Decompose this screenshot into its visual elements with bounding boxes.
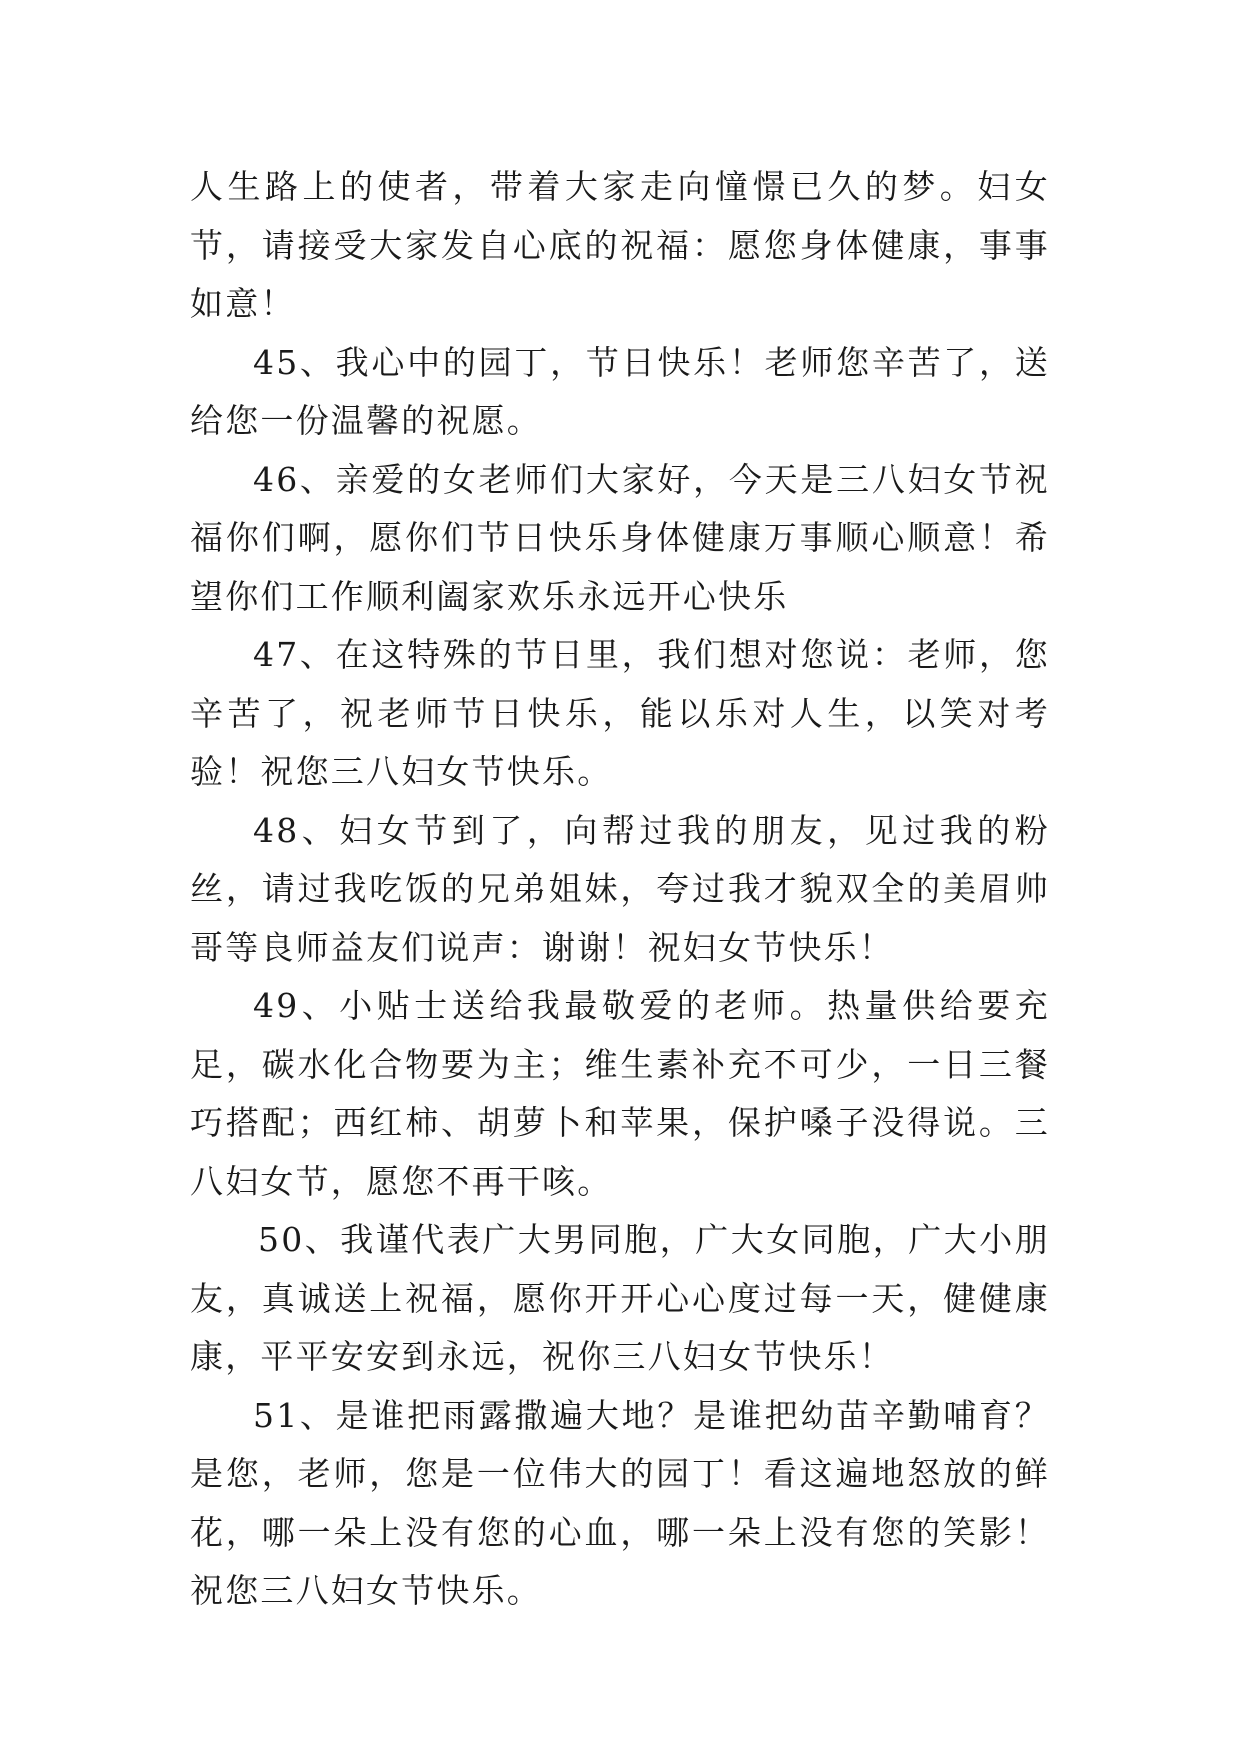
paragraph-51: 51、是谁把雨露撒遍大地？是谁把幼苗辛勤哺育？是您，老师，您是一位伟大的园丁！看这遍地怒放的鲜花，哪一朵上没有您的心血，哪一朵上没有您的笑影！祝您三八妇女节快乐。	[190, 1395, 1050, 1610]
paragraph-50: 50、我谨代表广大男同胞，广大女同胞，广大小朋友，真诚送上祝福，愿你开开心心度过每一天，健健康康，平平安安到永远，祝你三八妇女节快乐！	[190, 1220, 1050, 1376]
paragraph-48: 48、妇女节到了，向帮过我的朋友，见过我的粉丝，请过我吃饭的兄弟姐妹，夸过我才貌双全的美眉帅哥等良师益友们说声：谢谢！祝妇女节快乐！	[190, 810, 1050, 967]
paragraph-47: 47、在这特殊的节日里，我们想对您说：老师，您辛苦了，祝老师节日快乐，能以乐对人生，以笑对考验！祝您三八妇女节快乐。	[190, 635, 1050, 791]
document-body	[190, 158, 1050, 1621]
paragraph-45: 45、我心中的园丁，节日快乐！老师您辛苦了，送给您一份温馨的祝愿。	[190, 342, 1050, 440]
paragraph-continued: 人生路上的使者，带着大家走向憧憬已久的梦。妇女节，请接受大家发自心底的祝福：愿您身体健康，事事如意！	[190, 167, 1050, 323]
paragraph-49: 49、小贴士送给我最敬爱的老师。热量供给要充足，碳水化合物要为主；维生素补充不可少，一日三餐巧搭配；西红柿、胡萝卜和苹果，保护嗓子没得说。三八妇女节，愿您不再干咳。	[190, 986, 1050, 1201]
paragraph-46: 46、亲爱的女老师们大家好，今天是三八妇女节祝福你们啊，愿你们节日快乐身体健康万事顺心顺意！希望你们工作顺利阖家欢乐永远开心快乐	[190, 459, 1050, 616]
